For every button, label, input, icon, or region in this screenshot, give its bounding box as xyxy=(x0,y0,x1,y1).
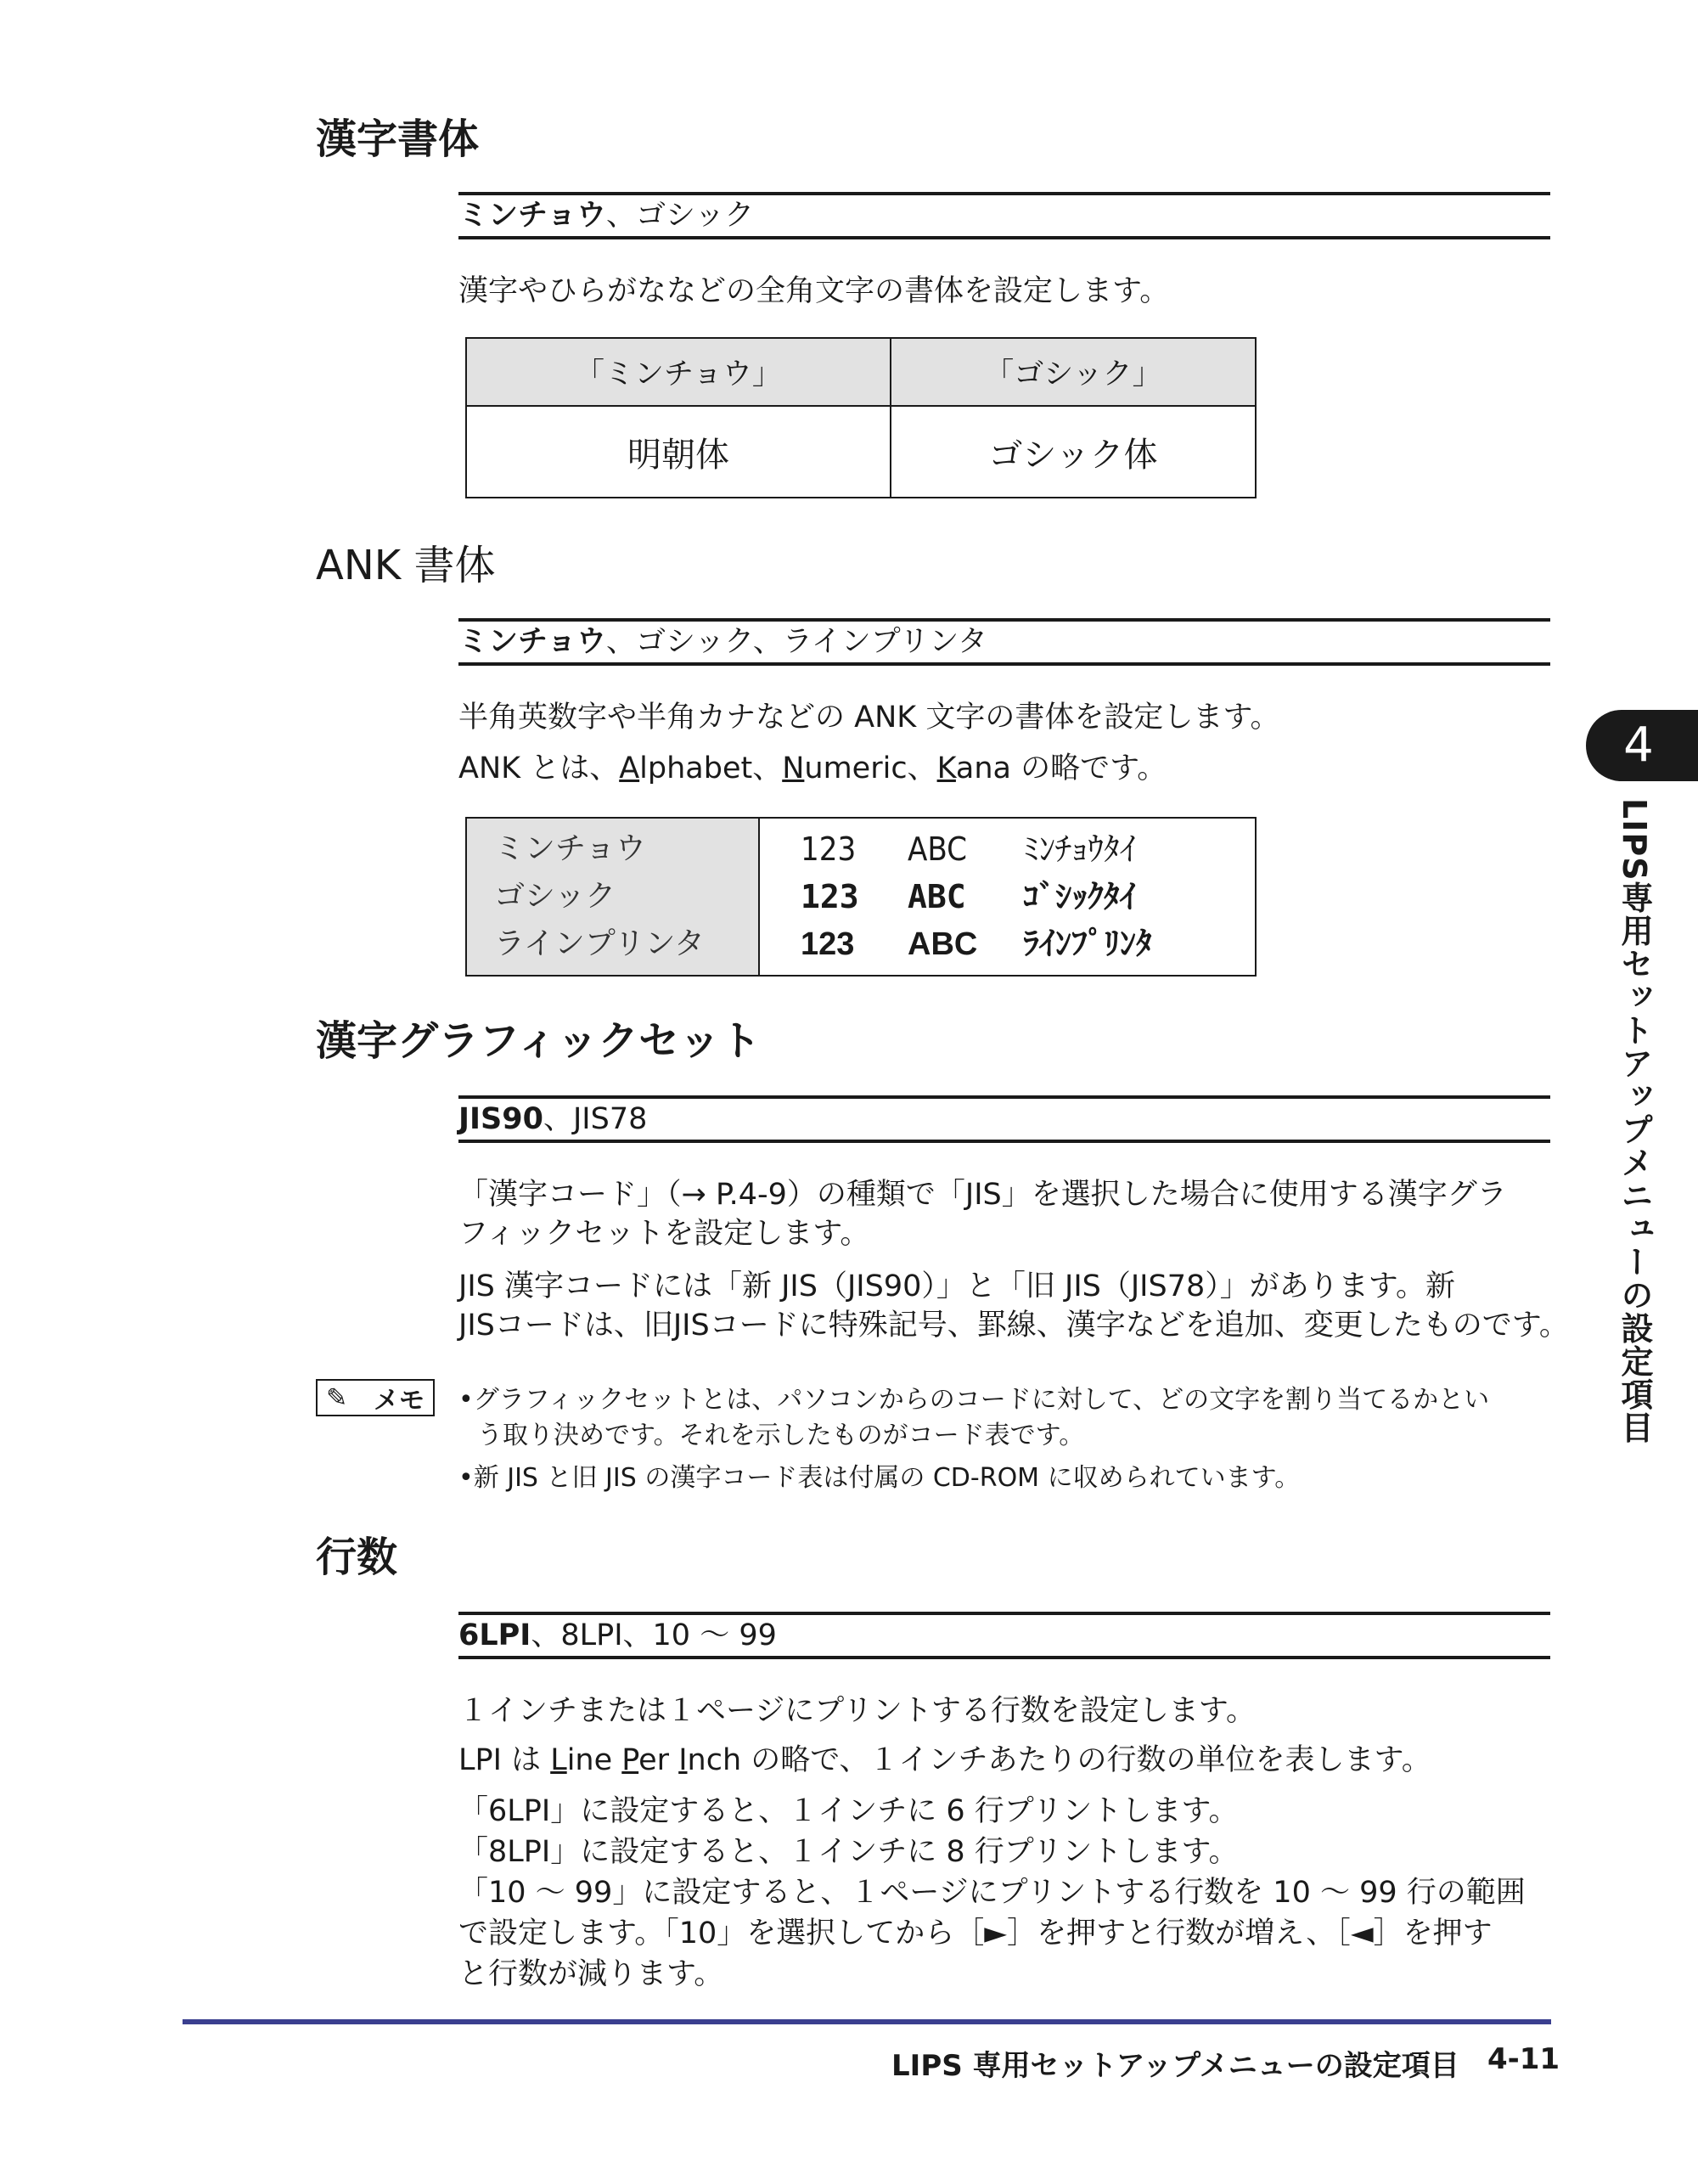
description: 漢字やひらがななどの全角文字の書体を設定します。 xyxy=(458,274,1170,308)
default-option: JIS90 xyxy=(458,1102,543,1136)
description: で設定します。「10」を選択してから［►］を押すと行数が増え、［◄］を押す xyxy=(458,1917,1493,1950)
sample-kana: ﾐﾝﾁｮｳﾀｲ xyxy=(1023,830,1137,868)
description: １インチまたは１ページにプリントする行数を設定します。 xyxy=(458,1694,1257,1728)
other-options: 、ゴシック xyxy=(605,199,755,233)
memo-note: う取り決めです。それを示したものがコード表です。 xyxy=(477,1421,1085,1450)
section-heading-kanji-graphic: 漢字グラフィックセット xyxy=(316,1017,762,1065)
text-fragment: ine xyxy=(566,1743,622,1777)
table-cell: ゴシック体 xyxy=(891,406,1256,498)
sample-digits: 123 xyxy=(801,830,857,868)
memo-label: メモ xyxy=(374,1386,424,1416)
description xyxy=(458,747,1167,790)
footer-rule xyxy=(183,2019,1551,2024)
default-option: ミンチョウ xyxy=(458,199,606,233)
description: 「10 ～ 99」に設定すると、１ページにプリントする行数を 10 ～ 99 行の範囲 xyxy=(458,1876,1526,1910)
font-label: ラインプリンタ xyxy=(494,926,706,961)
description: フィックセットを設定します。 xyxy=(458,1217,870,1251)
sample-letters: ABC xyxy=(908,926,978,962)
memo-note: •グラフィックセットとは、パソコンからのコードに対して、どの文字を割り当てるかとい xyxy=(458,1385,1490,1415)
text-fragment: nch の略で、１インチあたりの行数の単位を表します。 xyxy=(687,1743,1431,1777)
description: JIS 漢字コードには「新 JIS（JIS90）」と「旧 JIS（JIS78）」があります。新 xyxy=(458,1269,1455,1303)
option-line-kanji-graphic xyxy=(458,1095,1550,1143)
text-fragment: ana の略です。 xyxy=(955,751,1167,785)
default-option: 6LPI xyxy=(458,1618,531,1652)
section-heading-lines: 行数 xyxy=(316,1534,398,1581)
kanji-font-table xyxy=(465,337,1257,498)
other-options: 、ゴシック、ラインプリンタ xyxy=(605,625,988,659)
underlined-letter: A xyxy=(619,751,640,785)
underlined-letter: P xyxy=(621,1743,639,1777)
section-heading-kanji-font: 漢字書体 xyxy=(316,115,480,163)
underlined-letter: K xyxy=(936,751,956,785)
description: 「漢字コード」（→ P.4-9）の種類で「JIS」を選択した場合に使用する漢字グラ xyxy=(458,1178,1507,1212)
font-sample-column xyxy=(759,818,1256,976)
ank-font-table xyxy=(465,817,1257,977)
underlined-letter: L xyxy=(550,1743,567,1777)
table-header: 「ゴシック」 xyxy=(891,338,1256,406)
font-sample-row xyxy=(801,920,1254,968)
sample-letters: ABC xyxy=(908,878,966,915)
section-heading-ank-font: ANK 書体 xyxy=(316,542,496,589)
description: 半角英数字や半角カナなどの ANK 文字の書体を設定します。 xyxy=(458,701,1280,735)
chapter-number: 4 xyxy=(1623,718,1654,773)
footer-title: LIPS 専用セットアップメニューの設定項目 xyxy=(891,2049,1459,2083)
sample-kana: ﾗｲﾝﾌﾟﾘﾝﾀ xyxy=(1023,926,1153,962)
font-sample-row xyxy=(801,825,1254,873)
sample-kana: ｺﾞｼｯｸﾀｲ xyxy=(1023,878,1137,915)
option-line-lines xyxy=(458,1612,1550,1659)
text-fragment: er xyxy=(638,1743,679,1777)
sample-digits: 123 xyxy=(801,878,859,915)
option-line-ank-font xyxy=(458,618,1550,666)
text-fragment: ANK とは、 xyxy=(458,751,620,785)
page-number: 4-11 xyxy=(1487,2042,1560,2076)
other-options: 、8LPI、10 ～ 99 xyxy=(531,1618,777,1652)
description xyxy=(458,1739,1431,1782)
sample-letters: ABC xyxy=(908,830,968,868)
text-fragment: lphabet、 xyxy=(639,751,783,785)
description: と行数が減ります。 xyxy=(458,1957,724,1991)
font-label: ゴシック xyxy=(494,879,616,914)
pencil-icon: ✎ xyxy=(326,1382,348,1413)
font-label-column xyxy=(466,818,759,976)
table-header: 「ミンチョウ」 xyxy=(466,338,891,406)
font-sample-row xyxy=(801,873,1254,920)
text-fragment: LPI は xyxy=(458,1743,551,1777)
underlined-letter: I xyxy=(678,1743,688,1777)
font-label: ミンチョウ xyxy=(494,831,646,866)
sample-digits: 123 xyxy=(801,926,855,962)
default-option: ミンチョウ xyxy=(458,625,606,659)
underlined-letter: N xyxy=(782,751,805,785)
description: JISコードは、旧JISコードに特殊記号、罫線、漢字などを追加、変更したものです。 xyxy=(458,1309,1569,1342)
chapter-tab xyxy=(1586,710,1698,781)
option-line-kanji-font xyxy=(458,192,1550,239)
description: 「8LPI」に設定すると、１インチに 8 行プリントします。 xyxy=(458,1835,1239,1869)
description: 「6LPI」に設定すると、１インチに 6 行プリントします。 xyxy=(458,1794,1239,1828)
memo-badge xyxy=(316,1379,435,1416)
text-fragment: umeric、 xyxy=(804,751,937,785)
chapter-title-vertical: LIPS専用セットアップメニューの設定項目 xyxy=(1616,798,1653,1444)
table-cell: 明朝体 xyxy=(466,406,891,498)
memo-note: •新 JIS と旧 JIS の漢字コード表は付属の CD-ROM に収められています。 xyxy=(458,1463,1301,1493)
other-options: 、JIS78 xyxy=(543,1102,648,1136)
